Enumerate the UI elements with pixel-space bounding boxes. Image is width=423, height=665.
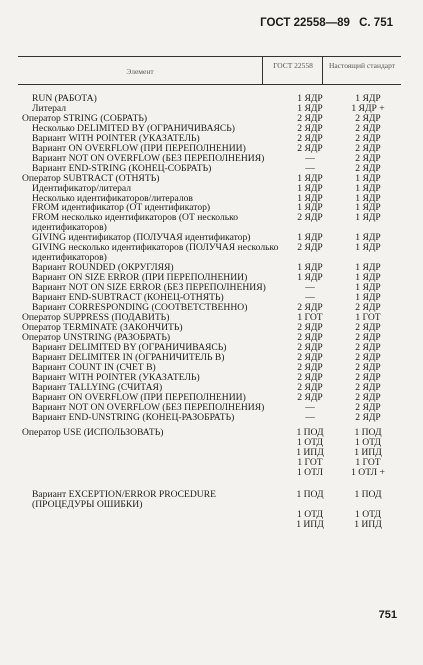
gost-cell: 1 ГОТ bbox=[297, 311, 323, 323]
table-row bbox=[22, 413, 400, 423]
gost-cell: 2 ЯДР bbox=[297, 132, 323, 144]
gost-cell: — bbox=[305, 152, 315, 164]
standard-cell: 1 ОТД bbox=[355, 509, 381, 521]
element-cell: Вариант WITH POINTER (УКАЗАТЕЛЬ) bbox=[32, 371, 200, 383]
element-cell: GIVING идентификатор (ПОЛУЧАЯ идентификатор) bbox=[32, 232, 251, 244]
gost-cell: 1 ЯДР bbox=[297, 272, 323, 284]
table-top-rule bbox=[18, 56, 401, 57]
standard-cell: 1 ЯДР bbox=[355, 262, 381, 274]
element-cell: Вариант END-SUBTRACT (КОНЕЦ-ОТНЯТЬ) bbox=[32, 292, 224, 304]
table-row bbox=[22, 448, 400, 458]
standard-cell: 1 ЯДР bbox=[355, 272, 381, 284]
table-row bbox=[22, 510, 400, 520]
standard-cell: 2 ЯДР bbox=[355, 371, 381, 383]
gost-cell: 2 ЯДР bbox=[297, 391, 323, 403]
gost-cell: 1 ЯДР bbox=[297, 182, 323, 194]
gost-cell: 2 ЯДР bbox=[297, 112, 323, 124]
standard-cell: 2 ЯДР bbox=[355, 142, 381, 154]
element-cell: Оператор UNSTRING (РАЗОБРАТЬ) bbox=[22, 331, 171, 343]
element-cell: Вариант NOT ON SIZE ERROR (БЕЗ ПЕРЕПОЛНЕНИЯ) bbox=[32, 282, 266, 294]
standard-cell: 1 ЯДР bbox=[355, 232, 381, 244]
gost-cell: — bbox=[305, 292, 315, 304]
element-cell: FROM несколько идентификаторов (ОТ несколько идентификаторов) bbox=[32, 212, 239, 234]
table-row bbox=[22, 94, 400, 104]
col-header-gost: ГОСТ 22558 bbox=[273, 62, 313, 70]
table-body bbox=[22, 94, 400, 530]
standard-cell: 1 ЯДР bbox=[355, 192, 381, 204]
element-cell: Вариант ON OVERFLOW (ПРИ ПЕРЕПОЛНЕНИИ) bbox=[32, 391, 246, 403]
element-cell: Несколько DELIMITED BY (ОГРАНИЧИВАЯСЬ) bbox=[32, 122, 235, 134]
header-page: С. 751 bbox=[359, 17, 393, 29]
gost-cell: — bbox=[305, 162, 315, 174]
gost-cell: 2 ЯДР bbox=[297, 142, 323, 154]
standard-code: ГОСТ 22558—89 bbox=[260, 17, 350, 29]
standard-cell: 1 ЯДР bbox=[355, 282, 381, 294]
standard-cell: 1 ПОД bbox=[354, 489, 382, 501]
gost-cell: 1 ПОД bbox=[296, 489, 324, 501]
element-cell: Вариант DELIMITER IN (ОГРАНИЧИТЕЛЬ В) bbox=[32, 351, 225, 363]
standard-cell: 1 ЯДР bbox=[355, 292, 381, 304]
standard-cell: 1 ОТД bbox=[355, 437, 381, 449]
gost-cell: 1 ЯДР bbox=[297, 262, 323, 274]
element-cell: GIVING несколько идентификаторов (ПОЛУЧАЯ несколько идентификаторов) bbox=[32, 242, 279, 264]
gost-cell: 1 ГОТ bbox=[297, 457, 323, 469]
standard-cell: 2 ЯДР bbox=[355, 162, 381, 174]
gost-cell: 2 ЯДР bbox=[297, 351, 323, 363]
element-cell: Вариант ROUNDED (ОКРУГЛЯЯ) bbox=[32, 262, 174, 274]
element-cell: Оператор TERMINATE (ЗАКОНЧИТЬ) bbox=[22, 321, 183, 333]
gost-cell: 2 ЯДР bbox=[297, 371, 323, 383]
standard-cell: 1 ИПД bbox=[354, 519, 382, 531]
standard-cell: 1 ПОД bbox=[354, 427, 382, 439]
gost-cell: 2 ЯДР bbox=[297, 212, 323, 224]
gost-cell: 1 ОТД bbox=[297, 437, 323, 449]
element-cell: Вариант NOT ON OVERFLOW (БЕЗ ПЕРЕПОЛНЕНИЯ) bbox=[32, 401, 265, 413]
gost-cell: — bbox=[305, 411, 315, 423]
table-row bbox=[22, 468, 400, 478]
element-cell: Оператор SUPPRESS (ПОДАВИТЬ) bbox=[22, 311, 170, 323]
table-row bbox=[22, 438, 400, 448]
standard-cell: 2 ЯДР bbox=[355, 132, 381, 144]
gost-cell: 1 ЯДР bbox=[297, 202, 323, 214]
standard-cell: 1 ЯДР + bbox=[351, 102, 385, 114]
standard-cell: 2 ЯДР bbox=[355, 381, 381, 393]
standard-cell: 2 ЯДР bbox=[355, 401, 381, 413]
standard-cell: 1 ОТЛ + bbox=[351, 467, 385, 479]
gost-cell: 1 ЯДР bbox=[297, 93, 323, 104]
element-cell: Вариант CORRESPONDING (СООТВЕТСТВЕННО) bbox=[32, 302, 248, 314]
gost-cell: 1 ПОД bbox=[296, 427, 324, 439]
element-cell: Вариант NOT ON OVERFLOW (БЕЗ ПЕРЕПОЛНЕНИЯ) bbox=[32, 152, 265, 164]
gost-cell: 1 ИПД bbox=[296, 447, 324, 459]
gost-cell: 1 ЯДР bbox=[297, 172, 323, 184]
element-cell: Оператор SUBTRACT (ОТНЯТЬ) bbox=[22, 172, 160, 184]
gost-cell: 2 ЯДР bbox=[297, 302, 323, 314]
element-cell: Несколько идентификаторов/литералов bbox=[32, 192, 193, 204]
standard-cell: 2 ЯДР bbox=[355, 411, 381, 423]
table-row bbox=[22, 243, 400, 263]
element-cell: Оператор STRING (СОБРАТЬ) bbox=[22, 112, 148, 124]
gost-cell: 2 ЯДР bbox=[297, 331, 323, 343]
element-cell: Вариант END-UNSTRING (КОНЕЦ-РАЗОБРАТЬ) bbox=[32, 411, 235, 423]
standard-cell: 2 ЯДР bbox=[355, 341, 381, 353]
standard-cell: 2 ЯДР bbox=[355, 331, 381, 343]
standard-cell: 1 ИПД bbox=[354, 447, 382, 459]
table-row bbox=[22, 403, 400, 413]
element-cell: Вариант COUNT IN (СЧЕТ В) bbox=[32, 361, 156, 373]
standard-cell: 2 ЯДР bbox=[355, 112, 381, 124]
element-cell: FROM идентификатор (ОТ идентификатор) bbox=[32, 202, 211, 214]
col-header-element: Элемент bbox=[126, 68, 154, 76]
element-cell: Вариант EXCEPTION/ERROR PROCEDURE (ПРОЦЕДУРЫ ОШИБКИ) bbox=[32, 489, 216, 511]
gost-cell: 2 ЯДР bbox=[297, 381, 323, 393]
table-row bbox=[22, 520, 400, 530]
document-header bbox=[254, 17, 393, 29]
standard-cell: 2 ЯДР bbox=[355, 321, 381, 333]
element-cell: Оператор USE (ИСПОЛЬЗОВАТЬ) bbox=[22, 427, 164, 439]
standard-cell: 1 ЯДР bbox=[355, 202, 381, 214]
col-header-standard: Настоящий стандарт bbox=[328, 62, 396, 70]
gost-cell: 2 ЯДР bbox=[297, 321, 323, 333]
gost-cell: 1 ИПД bbox=[296, 519, 324, 531]
gost-cell: 1 ЯДР bbox=[297, 102, 323, 114]
gost-cell: 2 ЯДР bbox=[297, 122, 323, 134]
gost-cell: 2 ЯДР bbox=[297, 361, 323, 373]
standard-cell: 1 ГОТ bbox=[355, 311, 381, 323]
element-cell: RUN (РАБОТА) bbox=[32, 93, 97, 104]
standard-cell: 2 ЯДР bbox=[355, 351, 381, 363]
gost-cell: 1 ОТД bbox=[297, 509, 323, 521]
standard-cell: 2 ЯДР bbox=[355, 391, 381, 403]
standard-cell: 1 ЯДР bbox=[355, 93, 381, 104]
standard-cell: 1 ЯДР bbox=[355, 172, 381, 184]
page-number: 751 bbox=[378, 609, 397, 621]
table-header-rule bbox=[18, 84, 401, 85]
table-row bbox=[22, 428, 400, 438]
gost-cell: 1 ЯДР bbox=[297, 192, 323, 204]
gost-cell: 2 ЯДР bbox=[297, 341, 323, 353]
table-row bbox=[22, 490, 400, 510]
element-cell: Вариант END-STRING (КОНЕЦ-СОБРАТЬ) bbox=[32, 162, 212, 174]
standard-cell: 1 ЯДР bbox=[355, 182, 381, 194]
gost-cell: 2 ЯДР bbox=[297, 242, 323, 254]
standard-cell: 2 ЯДР bbox=[355, 302, 381, 314]
gost-cell: — bbox=[305, 282, 315, 294]
standard-cell: 2 ЯДР bbox=[355, 361, 381, 373]
column-divider bbox=[262, 56, 263, 84]
element-cell: Вариант WITH POINTER (УКАЗАТЕЛЬ) bbox=[32, 132, 200, 144]
standard-cell: 2 ЯДР bbox=[355, 122, 381, 134]
standard-cell: 2 ЯДР bbox=[355, 152, 381, 164]
table-row bbox=[22, 458, 400, 468]
element-cell: Вариант DELIMITED BY (ОГРАНИЧИВАЯСЬ) bbox=[32, 341, 227, 353]
element-cell: Вариант ON OVERFLOW (ПРИ ПЕРЕПОЛНЕНИИ) bbox=[32, 142, 246, 154]
gost-cell: — bbox=[305, 401, 315, 413]
element-cell: Вариант ON SIZE ERROR (ПРИ ПЕРЕПОЛНЕНИИ) bbox=[32, 272, 248, 284]
standard-cell: 1 ГОТ bbox=[355, 457, 381, 469]
standard-cell: 1 ЯДР bbox=[355, 242, 381, 254]
gost-cell: 1 ЯДР bbox=[297, 232, 323, 244]
standard-cell: 1 ЯДР bbox=[355, 212, 381, 224]
element-cell: Идентификатор/литерал bbox=[32, 182, 132, 194]
gost-cell: 1 ОТЛ bbox=[296, 467, 323, 479]
element-cell: Вариант TALLYING (СЧИТАЯ) bbox=[32, 381, 163, 393]
column-divider bbox=[322, 56, 323, 84]
element-cell: Литерал bbox=[32, 102, 67, 114]
table-row bbox=[22, 213, 400, 233]
